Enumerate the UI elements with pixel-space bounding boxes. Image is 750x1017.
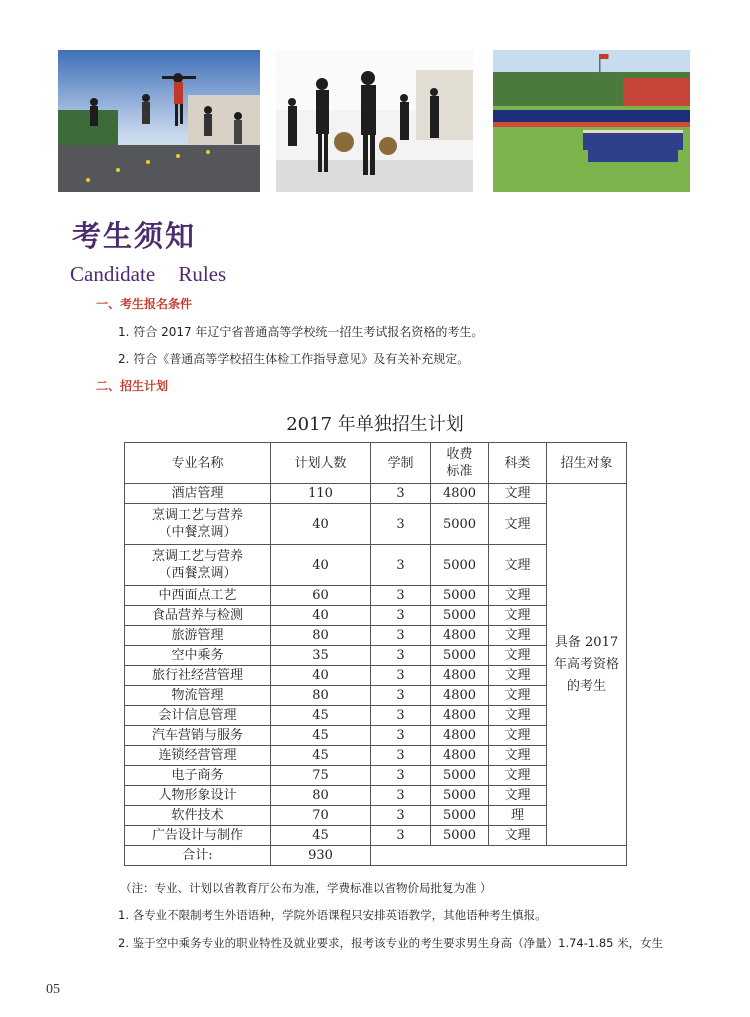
- cell-quota: 70: [271, 806, 371, 826]
- cell-fee: 5000: [431, 646, 489, 666]
- cell-years: 3: [371, 786, 431, 806]
- cell-major-line1: 烹调工艺与营养: [151, 549, 243, 564]
- page-title-cn: 考生须知: [72, 219, 197, 253]
- cell-fee: 4800: [431, 666, 489, 686]
- cell-fee: 4800: [431, 706, 489, 726]
- cell-major: [125, 606, 271, 626]
- cell-quota: 40: [271, 606, 371, 626]
- cell-major: [125, 726, 271, 746]
- header-years: 学制: [371, 443, 431, 484]
- total-value: 930: [271, 846, 371, 866]
- cell-quota: 45: [271, 826, 371, 846]
- enrollment-plan-table: [124, 442, 627, 866]
- cell-major: [125, 666, 271, 686]
- table-title: 2017 年单独招生计划: [286, 414, 464, 435]
- cell-category: 文理: [489, 586, 547, 606]
- cell-category: 文理: [489, 626, 547, 646]
- cell-fee: 4800: [431, 626, 489, 646]
- cell-major: [125, 806, 271, 826]
- cell-years: 3: [371, 646, 431, 666]
- cell-major-line1: 汽车营销与服务: [151, 728, 243, 743]
- header-quota: 计划人数: [271, 443, 371, 484]
- page-title-en: Candidate Rules: [70, 262, 227, 286]
- header-category: 科类: [489, 443, 547, 484]
- header-fee-line1: 收费: [446, 447, 473, 462]
- cell-years: 3: [371, 606, 431, 626]
- cell-major-line1: 中西面点工艺: [158, 588, 237, 603]
- header-target: 招生对象: [547, 443, 627, 484]
- cell-years: 3: [371, 545, 431, 586]
- cell-years: 3: [371, 504, 431, 545]
- cell-category: 理: [489, 806, 547, 826]
- cell-quota: 80: [271, 686, 371, 706]
- photo-sports-jumping: [58, 50, 260, 192]
- cell-years: 3: [371, 706, 431, 726]
- table-total-row: [125, 846, 627, 866]
- cell-fee: 5000: [431, 826, 489, 846]
- cell-category: 文理: [489, 786, 547, 806]
- cell-major-line1: 空中乘务: [171, 648, 224, 663]
- cell-major-line1: 旅行社经营管理: [151, 668, 243, 683]
- cell-category: 文理: [489, 746, 547, 766]
- cell-years: 3: [371, 806, 431, 826]
- cell-fee: 5000: [431, 606, 489, 626]
- cell-major-line1: 软件技术: [171, 808, 224, 823]
- section-heading-eligibility: 一、考生报名条件: [96, 297, 193, 311]
- cell-years: 3: [371, 726, 431, 746]
- cell-quota: 45: [271, 746, 371, 766]
- cell-major-line1: 物流管理: [171, 688, 224, 703]
- cell-major: [125, 686, 271, 706]
- cell-category: 文理: [489, 666, 547, 686]
- cell-years: 3: [371, 686, 431, 706]
- cell-quota: 35: [271, 646, 371, 666]
- cell-major-line1: 广告设计与制作: [151, 828, 243, 843]
- cell-quota: 45: [271, 726, 371, 746]
- cell-quota: 40: [271, 504, 371, 545]
- cell-fee: 5000: [431, 766, 489, 786]
- section-heading-plan: 二、招生计划: [96, 379, 169, 393]
- cell-fee: 4800: [431, 746, 489, 766]
- header-fee: [431, 443, 489, 484]
- cell-quota: 40: [271, 545, 371, 586]
- cell-major-line1: 旅游管理: [171, 628, 224, 643]
- cell-quota: 60: [271, 586, 371, 606]
- cell-major-line1: 连锁经营管理: [158, 748, 237, 763]
- cell-major-line2: （西餐烹调）: [158, 566, 237, 581]
- cell-major: [125, 766, 271, 786]
- cell-years: 3: [371, 666, 431, 686]
- cell-major: [125, 786, 271, 806]
- cell-fee: 5000: [431, 586, 489, 606]
- extra-item: 2. 鉴于空中乘务专业的职业特性及就业要求，报考该专业的考生要求男生身高（净量）1.74-1.85 米，女生: [118, 936, 664, 950]
- cell-fee: 5000: [431, 545, 489, 586]
- cell-quota: 80: [271, 786, 371, 806]
- cell-target: 具备 2017 年高考资格的考生: [547, 484, 627, 846]
- cell-category: 文理: [489, 706, 547, 726]
- cell-years: 3: [371, 586, 431, 606]
- table-note: （注：专业、计划以省教育厅公布为准，学费标准以省物价局批复为准 ）: [120, 881, 492, 895]
- cell-category: 文理: [489, 686, 547, 706]
- header-fee-line2: 标准: [446, 464, 473, 479]
- cell-fee: 5000: [431, 806, 489, 826]
- cell-category: 文理: [489, 606, 547, 626]
- eligibility-item: 1. 符合 2017 年辽宁省普通高等学校统一招生考试报名资格的考生。: [118, 325, 484, 339]
- cell-major-line2: （中餐烹调）: [158, 525, 237, 540]
- cell-fee: 4800: [431, 726, 489, 746]
- cell-quota: 110: [271, 484, 371, 504]
- photo-strip: [58, 50, 690, 192]
- table-header-row: [125, 443, 627, 484]
- eligibility-item: 2. 符合《普通高等学校招生体检工作指导意见》及有关补充规定。: [118, 352, 470, 366]
- cell-fee: 5000: [431, 504, 489, 545]
- cell-category: 文理: [489, 766, 547, 786]
- cell-major-line1: 烹调工艺与营养: [151, 508, 243, 523]
- total-empty: [371, 846, 627, 866]
- cell-category: 文理: [489, 826, 547, 846]
- cell-category: 文理: [489, 504, 547, 545]
- cell-quota: 80: [271, 626, 371, 646]
- cell-years: 3: [371, 626, 431, 646]
- cell-category: 文理: [489, 545, 547, 586]
- cell-major-line1: 会计信息管理: [158, 708, 237, 723]
- cell-major: [125, 484, 271, 504]
- cell-major: [125, 545, 271, 586]
- table-row: [125, 484, 627, 504]
- cell-years: 3: [371, 766, 431, 786]
- cell-major: [125, 504, 271, 545]
- cell-major-line1: 人物形象设计: [158, 788, 237, 803]
- cell-major-line1: 电子商务: [171, 768, 224, 783]
- extra-item: 1. 各专业不限制考生外语语种，学院外语课程只安排英语教学，其他语种考生慎报。: [118, 908, 547, 922]
- header-major: 专业名称: [125, 443, 271, 484]
- cell-years: 3: [371, 746, 431, 766]
- cell-major: [125, 586, 271, 606]
- cell-fee: 4800: [431, 686, 489, 706]
- cell-fee: 4800: [431, 484, 489, 504]
- cell-fee: 5000: [431, 786, 489, 806]
- cell-quota: 45: [271, 706, 371, 726]
- cell-major: [125, 746, 271, 766]
- cell-category: 文理: [489, 646, 547, 666]
- cell-major: [125, 646, 271, 666]
- page-number: 05: [46, 982, 60, 997]
- photo-stadium-ceremony: [493, 50, 690, 192]
- cell-years: 3: [371, 826, 431, 846]
- cell-major-line1: 食品营养与检测: [151, 608, 243, 623]
- cell-years: 3: [371, 484, 431, 504]
- cell-major: [125, 826, 271, 846]
- total-label: 合计:: [125, 846, 271, 866]
- cell-quota: 75: [271, 766, 371, 786]
- cell-major-line1: 酒店管理: [171, 486, 224, 501]
- cell-category: 文理: [489, 726, 547, 746]
- cell-major: [125, 706, 271, 726]
- cell-major: [125, 626, 271, 646]
- cell-category: 文理: [489, 484, 547, 504]
- cell-quota: 40: [271, 666, 371, 686]
- photo-band-performance: [276, 50, 473, 192]
